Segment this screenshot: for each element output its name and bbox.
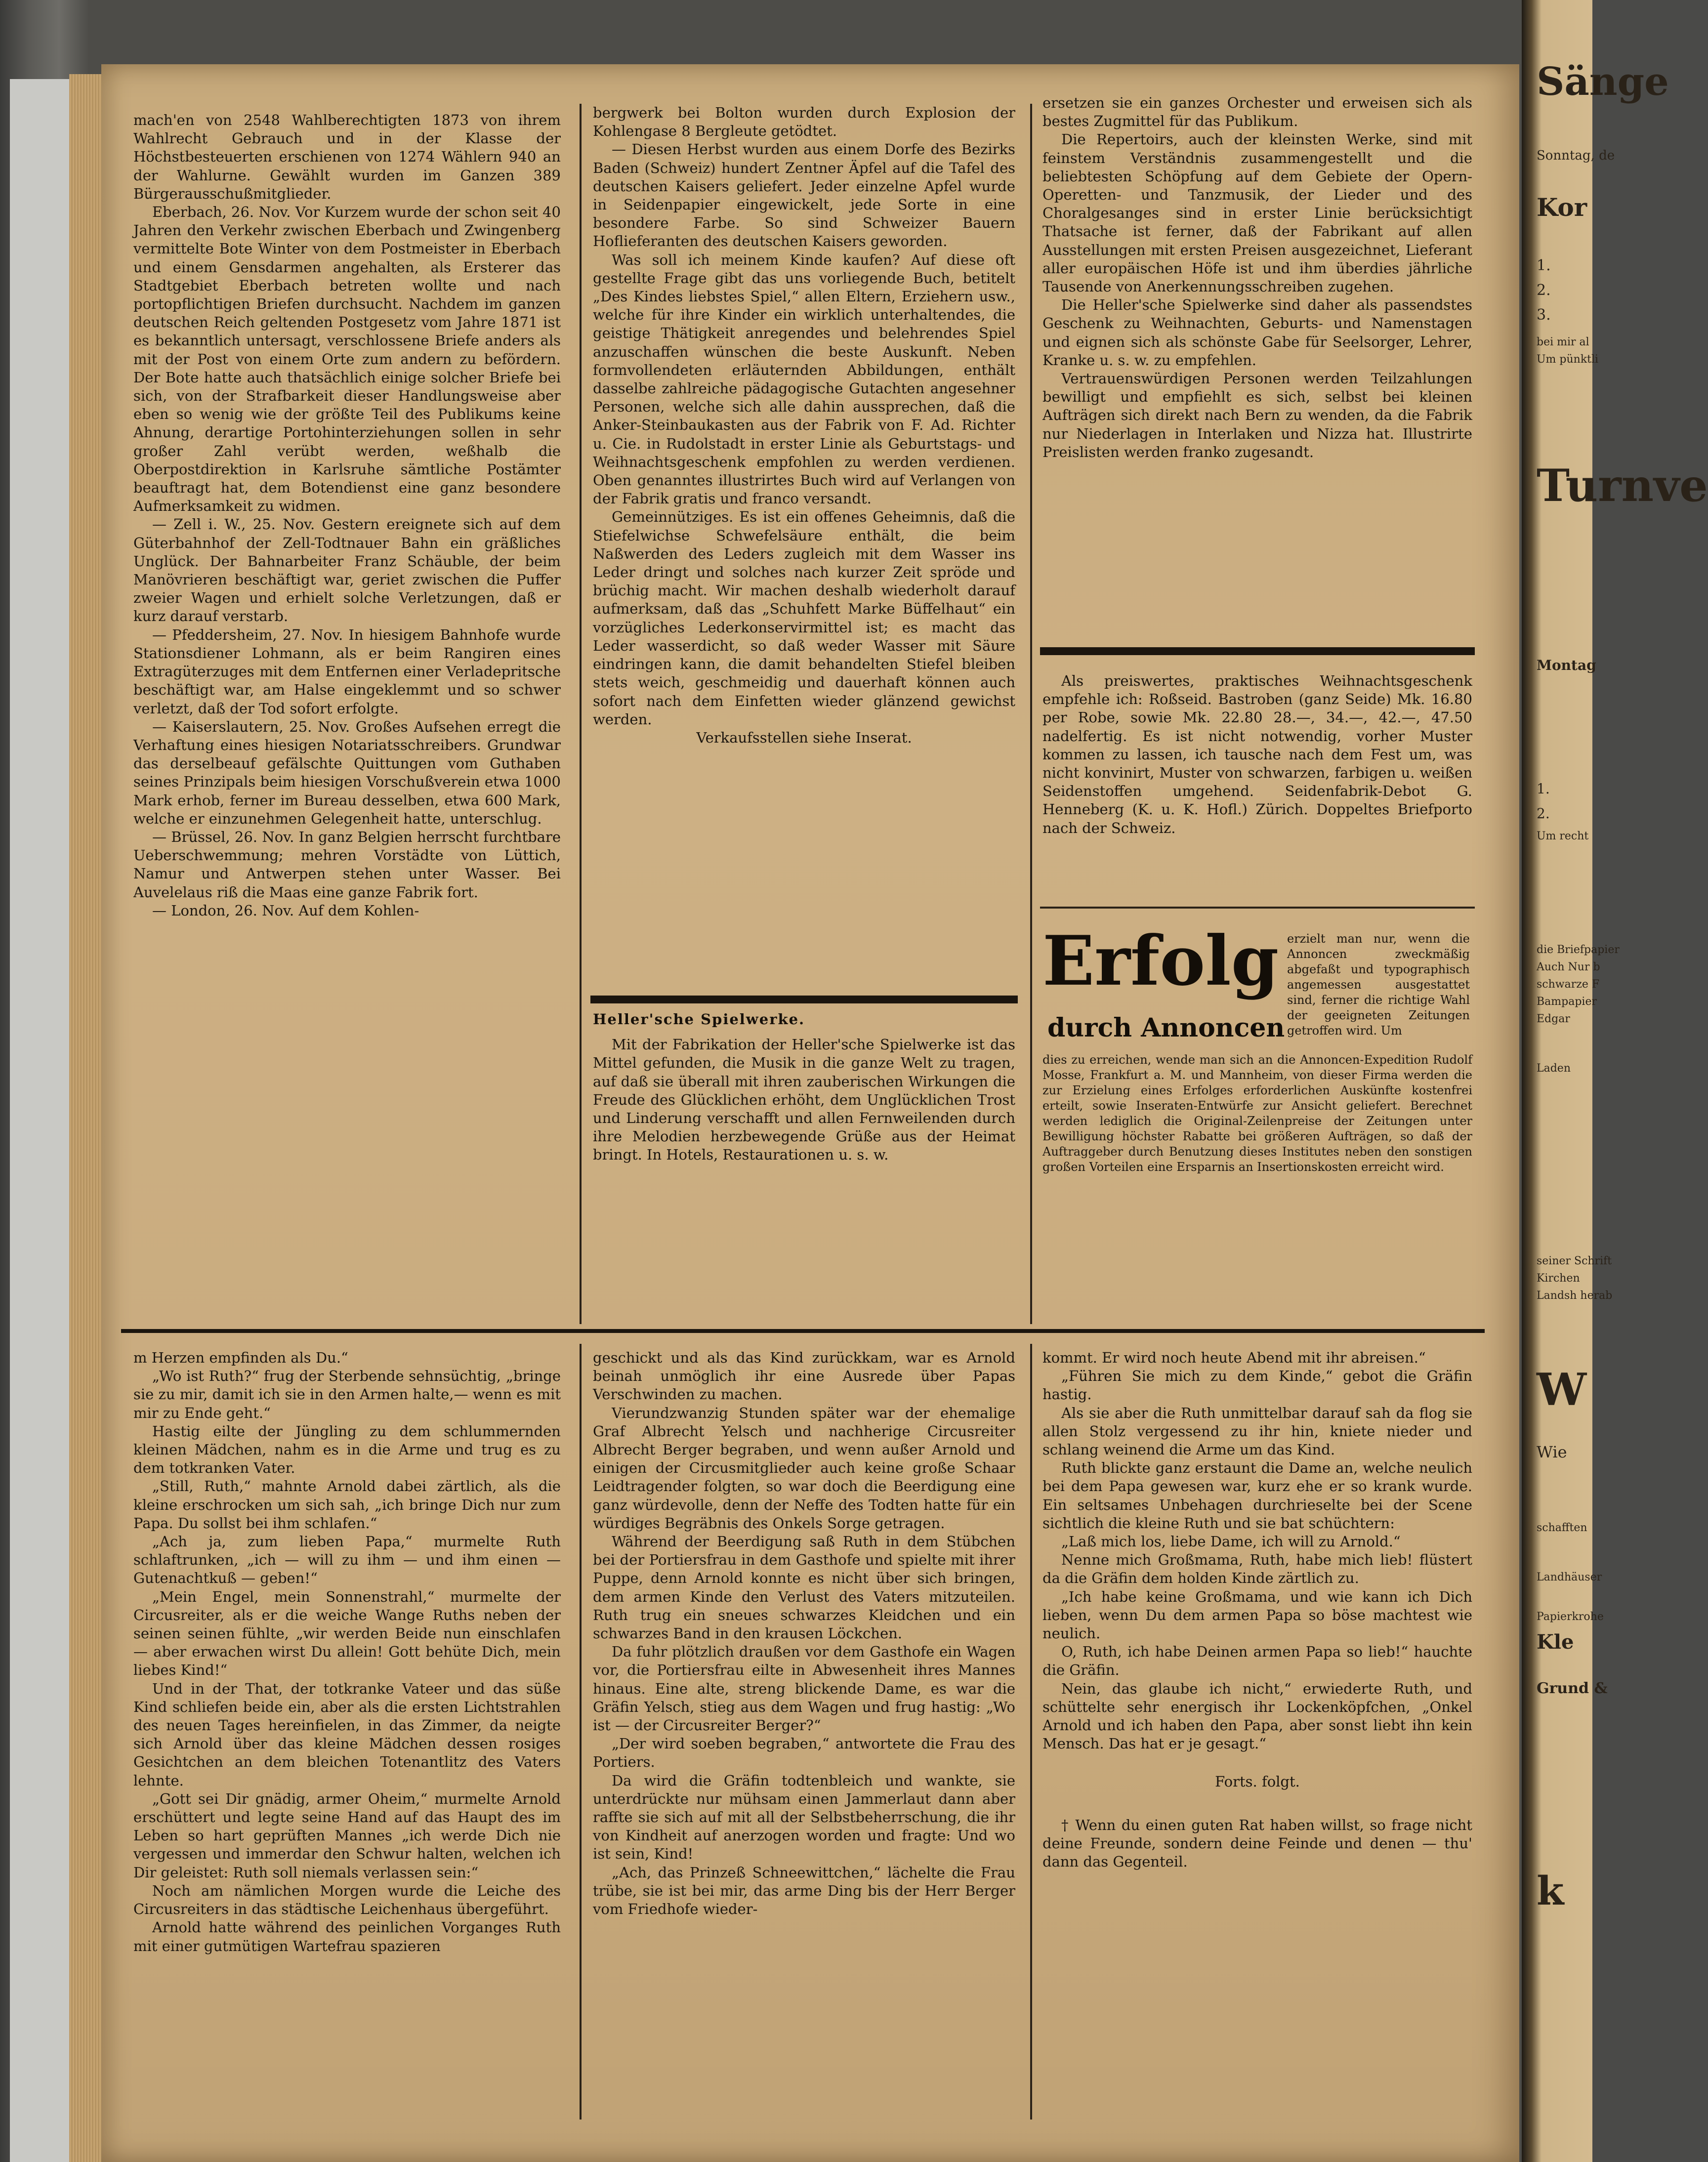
section-rule [1040, 907, 1475, 909]
paragraph: „Ich habe keine Großmama, und wie kann ich Dich lieben, wenn Du dem armen Papa so böse machtest wie neulich. [1042, 1588, 1472, 1642]
column-rule [580, 1344, 582, 2120]
top-column-3 [1042, 94, 1472, 461]
adjacent-page-strip [1522, 0, 1708, 2162]
paragraph: Noch am nämlichen Morgen wurde die Leiche des Circusreiters in das städtische Leichenhaus übergeführt. [133, 1882, 561, 1918]
paragraph: „Ach ja, zum lieben Papa,“ murmelte Ruth schlaftrunken, „ich — will zu ihm — und ihm einen — Gutenachtkuß — geben!“ [133, 1533, 561, 1587]
edge-fragment: die Briefpapier [1537, 944, 1620, 956]
paragraph: erzielt man nur, wenn die Annoncen zweckmäßig abgefaßt und typographisch angemessen ausgestattet sind, ferner die richtige Wahl der geeigneten Zeitungen getroffen wird. Um [1287, 932, 1470, 1038]
paragraph: Als sie aber die Ruth unmittelbar darauf sah da flog sie allen Stolz vergessend zu ihr hin, kniete nieder und schlang weinend die Arme um das Kind. [1042, 1404, 1472, 1458]
paragraph: — London, 26. Nov. Auf dem Kohlen- [152, 902, 419, 919]
edge-fragment: Um recht [1537, 830, 1589, 842]
edge-fragment: 2. [1537, 805, 1550, 822]
paragraph: geschickt und als das Kind zurückkam, war es Arnold beinah unmöglich ihr eine Ausrede über Papas Verschwinden zu machen. [593, 1349, 1015, 1403]
column-rule [1030, 104, 1032, 1324]
paragraph: Vertrauenswürdigen Personen werden Teilzahlungen bewilligt und empfiehlt es sich, selbst bei kleinen Aufträgen sich direkt nach Bern zu wenden, da die Fabrik nur Niederlagen in Interlaken und Nizza hat. Illustrirte Preislisten werden franko zugesandt. [1042, 370, 1472, 460]
paragraph: Da wird die Gräfin todtenbleich und wankte, sie unterdrückte nur mühsam einen Jammerlaut dann aber raffte sie sich auf mit all der Selbstbeherrschung, die ihr von Kindheit auf anerzogen worden und fragte: Und wo ist sein, Kind! [593, 1772, 1015, 1863]
paragraph: „Laß mich los, liebe Dame, ich will zu Arnold.“ [1061, 1533, 1401, 1550]
heller-text: Mit der Fabrikation der Heller'sche Spielwerke ist das Mittel gefunden, die Musik in die ganze Welt zu tragen, auf daß sie überall mit ihren zauberischen Wirkungen die Freude des Glücklichen erhöht, dem Unglücklichen Trost und Linderung verschafft und allen Fernweilenden durch ihre Melodien herzbewegende Grüße aus der Heimat bringt. In Hotels, Restaurationen u. s. w. [593, 1036, 1015, 1164]
top-column-1 [133, 111, 561, 920]
paragraph: Die Heller'sche Spielwerke sind daher als passendstes Geschenk zu Weihnachten, Geburts- und Namenstagen und eignen sich als schönste Gabe für Seelsorger, Lehrer, Kranke u. s. w. zu empfehlen. [1042, 296, 1472, 369]
edge-fragment: Wie [1537, 1443, 1567, 1461]
edge-fragment: schafften [1537, 1522, 1587, 1534]
fortsetzung-note: Forts. folgt. [1215, 1773, 1300, 1790]
paragraph: Ruth blickte ganz erstaunt die Dame an, welche neulich bei dem Papa gewesen war, kurz ehe er so krank wurde. Ein seltsames Unbehagen durchrieselte bei der Scene sichtlich die kleine Ruth und sie bat schüchtern: [1042, 1459, 1472, 1532]
paragraph: Verkaufsstellen siehe Inserat. [696, 729, 912, 746]
paragraph: Hastig eilte der Jüngling zu dem schlummernden kleinen Mädchen, nahm es in die Arme und trug es zu dem totkranken Vater. [133, 1422, 561, 1477]
edge-fragment: Laden [1537, 1062, 1571, 1075]
section-rule [1040, 647, 1475, 655]
edge-fragment: Landhäuser [1537, 1571, 1602, 1583]
paragraph: Die Repertoirs, auch der kleinsten Werke, sind mit feinstem Verständnis zusammengestellt und die beliebtesten Schöpfung auf dem Gebiete der Opern-Operetten- und Tanzmusik, der Lieder und des Choralgesanges sind in erster Linie berücksichtigt Thatsache ist ferner, daß der Fabrikant auf allen Ausstellungen mit ersten Preisen ausgezeichnet, Lieferant aller europäischen Höfe ist und ihm überdies jährliche Tausende von Anerkennungsschreiben zugehen. [1042, 131, 1472, 295]
edge-fragment: k [1537, 1868, 1564, 1914]
heller-title: Heller'sche Spielwerke. [593, 1011, 805, 1028]
edge-fragment: 1. [1537, 257, 1551, 274]
paragraph: Und in der That, der totkranke Vateer und das süße Kind schliefen beide ein, aber als die ersten Lichtstrahlen des neuen Tages hereinfielen, in das Zimmer, da neigte sich Arnold über das kleine Mädchen dessen rosiges Gesichtchen an dem bleichen Totenantlitz des Vaters lehnte. [133, 1680, 561, 1789]
paragraph: mach'en von 2548 Wahlberechtigten 1873 von ihrem Wahlrecht Gebrauch und in der Klasse der Höchstbesteuerten erschienen von 1274 Wählern 940 an der Wahlurne. Gewählt wurden im Ganzen 389 Bürgerausschußmitglieder. [133, 112, 561, 202]
edge-fragment: Auch Nur b [1537, 961, 1600, 973]
edge-fragment: 2. [1537, 282, 1551, 299]
paragraph: „Mein Engel, mein Sonnenstrahl,“ murmelte der Circusreiter, als er die weiche Wange Ruths neben der seinen seinen fühlte, „wir werden Beide nun einschlafen — aber erwachen wirst Du allein! Gott behüte Dich, mein liebes Kind!“ [133, 1588, 561, 1679]
paragraph: bergwerk bei Bolton wurden durch Explosion der Kohlengase 8 Bergleute getödtet. [593, 104, 1015, 140]
page-divider [121, 1329, 1485, 1333]
paragraph: Vierundzwanzig Stunden später war der ehemalige Graf Albrecht Yelsch und nachherige Circusreiter Albrecht Berger begraben, und wenn außer Arnold und einigen der Circusmitglieder auch keine große Schaar Leidtragender folgten, so war doch die Beerdigung eine ganz würdevolle, denn der Neffe des Todten hatte für ein würdiges Begräbnis des Onkels Sorge getragen. [593, 1404, 1015, 1532]
paragraph: „Wo ist Ruth?“ frug der Sterbende sehnsüchtig, „bringe sie zu mir, damit ich sie in den Armen halte,— wenn es mit mir zu Ende geht.“ [133, 1368, 561, 1421]
section-rule [590, 996, 1018, 1003]
paragraph: — Diesen Herbst wurden aus einem Dorfe des Bezirks Baden (Schweiz) hundert Zentner Äpfel auf die Tafel des deutschen Kaisers geliefert. Jeder einzelne Apfel wurde in Seidenpapier eingewickelt, jede Sorte in eine besondere Farbe. So sind Schweizer Bauern Hoflieferanten des deutschen Kaisers geworden. [593, 141, 1015, 250]
edge-fragment: W [1537, 1364, 1587, 1416]
binding-strip [10, 79, 71, 2162]
edge-fragment: Edgar [1537, 1013, 1570, 1025]
heller-advertisement [593, 1010, 1015, 1164]
edge-fragment: Grund & [1537, 1680, 1608, 1697]
paragraph: ersetzen sie ein ganzes Orchester und erweisen sich als bestes Zugmittel für das Publikum. [1042, 94, 1472, 130]
maxim: † Wenn du einen guten Rat haben willst, so frage nicht deine Freunde, sondern deine Feinde und denen — thu' dann das Gegenteil. [1042, 1816, 1472, 1871]
edge-fragment: 3. [1537, 306, 1551, 324]
paragraph: O, Ruth, ich habe Deinen armen Papa so lieb!“ hauchte die Gräfin. [1042, 1643, 1472, 1679]
paragraph: Nenne mich Großmama, Ruth, habe mich lieb! flüstert da die Gräfin dem holden Kinde zärtlich zu. [1042, 1551, 1472, 1587]
paragraph: — Pfeddersheim, 27. Nov. In hiesigem Bahnhofe wurde Stationsdiener Lohmann, als er beim Rangiren eines Extragüterzuges mit dem Entfernen einer Verladepritsche beschäftigt war, am Halse eingeklemmt und so schwer verletzt, daß der Tod sofort erfolgte. [133, 626, 561, 717]
edge-fragment: Um pünktli [1537, 353, 1599, 366]
paragraph: Nein, das glaube ich nicht,“ erwiederte Ruth, und schüttelte sehr energisch ihr Lockenköpfchen, „Onkel Arnold und ich haben den Papa, aber sonst liebt ihn kein Mensch. Das hat er je gesagt.“ [1042, 1680, 1472, 1752]
paragraph: Da fuhr plötzlich draußen vor dem Gasthofe ein Wagen vor, die Portiersfrau eilte in Abwesenheit ihres Mannes hinaus. Eine alte, streng blickende Dame, es war die Gräfin Yelsch, stieg aus dem Wagen und frug hastig: „Wo ist — der Circusreiter Berger?“ [593, 1643, 1015, 1734]
silk-advertisement [1042, 672, 1472, 837]
edge-fragment: 1. [1537, 781, 1550, 797]
edge-fragment: Papierkrohe [1537, 1611, 1604, 1623]
edge-fragment: Bampapier [1537, 996, 1597, 1008]
durch-annoncen: durch Annoncen [1047, 1013, 1285, 1043]
paragraph: — Kaiserslautern, 25. Nov. Großes Aufsehen erregt die Verhaftung eines hiesigen Notariatsschreibers. Grundwar das derselbeauf gefälschte Quittungen vom Guthaben seines Prinzipals beim hiesigen Vorschußverein etwa 1000 Mark erhob, ferner im Bureau desselben, etwa 600 Mark, welche er einzunehmen Gelegenheit hatte, unterschlug. [133, 718, 561, 827]
paragraph: Während der Beerdigung saß Ruth in dem Stübchen bei der Portiersfrau in dem Gasthofe und spielte mit ihrer Puppe, denn Arnold konnte es nicht über sich bringen, dem armen Kinde den Verlust des Vaters mitzuteilen. Ruth trug ein sneues schwarzes Kleidchen und ein schwarzes Band in den krausen Löckchen. [593, 1533, 1015, 1642]
edge-fragment: Kor [1537, 193, 1587, 222]
paragraph: Als preiswertes, praktisches Weihnachtsgeschenk empfehle ich: Roßseid. Bastroben (ganz Seide) Mk. 16.80 per Robe, sowie Mk. 22.80 28.—, 34.—, 42.—, 47.50 nadelfertig. Es ist nicht notwendig, vorher Muster kommen zu lassen, ich tausche nach dem Fest um, was nicht konvinirt, Muster von schwarzen, farbigen u. weißen Seidenstoffen umgehend. Seidenfabrik-Debot G. Henneberg (K. u. K. Hofl.) Zürich. Doppeltes Briefporto nach der Schweiz. [1042, 672, 1472, 836]
paragraph: „Ach, das Prinzeß Schneewittchen,“ lächelte die Frau trübe, sie ist bei mir, das arme Ding bis der Herr Berger vom Friedhofe wieder- [593, 1864, 1015, 1918]
paragraph: kommt. Er wird noch heute Abend mit ihr abreisen.“ [1042, 1349, 1426, 1366]
edge-fragment: bei mir al [1537, 336, 1589, 348]
erfolg-title: Erfolg [1042, 920, 1279, 1001]
paragraph: Was soll ich meinem Kinde kaufen? Auf diese oft gestellte Frage gibt das uns vorliegende Buch, betitelt „Des Kindes liebstes Spiel,“ allen Eltern, Erziehern usw., welche für ihre Kinder ein wirklich unterhaltendes, die geistige Thätigkeit anregendes und belehrendes Spiel anzuschaffen wünschen die beste Auskunft. Neben formvollendeten erläuternden Abbildungen, enthält dasselbe zahlreiche pädagogische Gutachten angesehner Personen, welche sich alle dahin aussprechen, daß die Anker-Steinbaukasten aus der Fabrik von F. Ad. Richter u. Cie. in Rudolstadt in erster Linie als Geburtstags- und Weihnachtsgeschenk empfohlen zu werden verdienen. Oben genanntes illustrirtes Buch wird auf Verlangen von der Fabrik gratis und franco versandt. [593, 251, 1015, 507]
page-stack-edge [69, 74, 104, 2162]
paragraph: Eberbach, 26. Nov. Vor Kurzem wurde der schon seit 40 Jahren den Verkehr zwischen Eberbach und Zwingenberg vermittelte Bote Winter von dem Postmeister in Eberbach und einem Gensdarmen angehalten, als Ersterer das Stadtgebiet Eberbach betreten wollte und nach portopflichtigen Briefen durchsucht. Nachdem im ganzen deutschen Reich geltenden Postgesetz vom Jahre 1871 ist es bekanntlich untersagt, verschlossene Briefe anders als mit der Post von einem Orte zum andern zu befördern. Der Bote hatte auch thatsächlich einige solcher Briefe bei sich, von der Strafbarkeit dieser Handlungsweise aber eben so wenig wie der größte Teil des Publikums keine Ahnung, derartige Portohinterziehungen sollen in sehr großer Zahl verübt werden, weßhalb die Oberpostdirektion in Karlsruhe sämtliche Postämter beauftragt hat, dem Botendienst eine ganz besondere Aufmerksamkeit zu widmen. [133, 204, 561, 515]
paragraph: „Führen Sie mich zu dem Kinde,“ gebot die Gräfin hastig. [1042, 1368, 1472, 1403]
paragraph: „Der wird soeben begraben,“ antwortete die Frau des Portiers. [593, 1735, 1015, 1771]
bottom-column-2 [593, 1349, 1015, 1918]
edge-fragment: Turnve [1537, 459, 1708, 512]
paragraph: „Still, Ruth,“ mahnte Arnold dabei zärtlich, als die kleine erschrocken um sich sah, „ich bringe Dich nur zum Papa. Du sollst bei ihm schlafen.“ [133, 1478, 561, 1532]
column-rule [1030, 1344, 1032, 2120]
edge-fragment: Landsh herab [1537, 1289, 1613, 1302]
bottom-column-1 [133, 1349, 561, 1955]
edge-fragment: Montag [1537, 657, 1596, 673]
edge-fragment: Kirchen [1537, 1272, 1580, 1285]
paragraph: Arnold hatte während des peinlichen Vorganges Ruth mit einer gutmütigen Wartefrau spazieren [133, 1919, 561, 1954]
paragraph: Gemeinnütziges. Es ist ein offenes Geheimnis, daß die Stiefelwichse Schwefelsäure enthält, die beim Naßwerden des Leders zugleich mit dem Wasser ins Leder dringt und solches nach kurzer Zeit spröde und brüchig macht. Wir machen deshalb wiederholt darauf aufmerksam, daß das „Schuhfett Marke Büffelhaut“ ein vorzügliches Lederkonservirmittel ist; es macht das Leder wasserdicht, so daß weder Wasser mit Säure eindringen kann, die damit behandelten Stiefel bleiben stets weich, geschmeidig und dauerhaft können auch sofort nach dem Einfetten wieder glänzend gewichst werden. [593, 508, 1015, 728]
newspaper-page [101, 64, 1519, 2162]
paragraph: „Gott sei Dir gnädig, armer Oheim,“ murmelte Arnold erschüttert und legte seine Hand auf das Haupt des im Leben so hart geprüften Mannes „ich werde Dich nie vergessen und immerdar den Schwur halten, welchen ich Dir geleistet: Ruth soll niemals verlassen sein:“ [133, 1790, 561, 1881]
column-rule [580, 104, 582, 1324]
erfolg-text [1042, 1052, 1472, 1175]
edge-fragment: Sonntag, de [1537, 148, 1615, 163]
edge-fragment: schwarze F [1537, 978, 1600, 991]
top-column-2 [593, 104, 1015, 747]
erfolg-right-text [1287, 931, 1470, 1039]
edge-fragment: seiner Schrift [1537, 1255, 1612, 1267]
paragraph: — Brüssel, 26. Nov. In ganz Belgien herrscht furchtbare Ueberschwemmung; mehren Vorstädte von Lüttich, Namur und Antwerpen stehen unter Wasser. Bei Auvelelaus riß die Maas eine ganze Fabrik fort. [133, 828, 561, 901]
paragraph: dies zu erreichen, wende man sich an die Annoncen-Expedition Rudolf Mosse, Frankfurt a. M. und Mannheim, von dieser Firma werden die zur Erzielung eines Erfolges erforderlichen Auskünfte kostenfrei erteilt, sowie Inseraten-Entwürfe zur Ansicht geliefert. Berechnet werden lediglich die Original-Zeilenpreise der Zeitungen unter Bewilligung höchster Rabatte bei größeren Aufträgen, so daß der Auftraggeber durch Benutzung dieses Institutes neben den sonstigen großen Vorteilen eine Ersparnis an Insertionskosten erreicht wird. [1042, 1053, 1472, 1174]
paragraph: m Herzen empfinden als Du.“ [133, 1349, 348, 1366]
edge-fragment: Sänge [1537, 59, 1669, 104]
paragraph: — Zell i. W., 25. Nov. Gestern ereignete sich auf dem Güterbahnhof der Zell-Todtnauer Bahn ein gräßliches Unglück. Der Bahnarbeiter Franz Schäuble, der beim Manövrieren beschäftigt war, geriet zwischen die Puffer zweier Wagen und erhielt solche Verletzungen, daß er kurz darauf verstarb. [133, 516, 561, 625]
bottom-column-3 [1042, 1349, 1472, 1871]
edge-fragment: Kle [1537, 1630, 1574, 1654]
